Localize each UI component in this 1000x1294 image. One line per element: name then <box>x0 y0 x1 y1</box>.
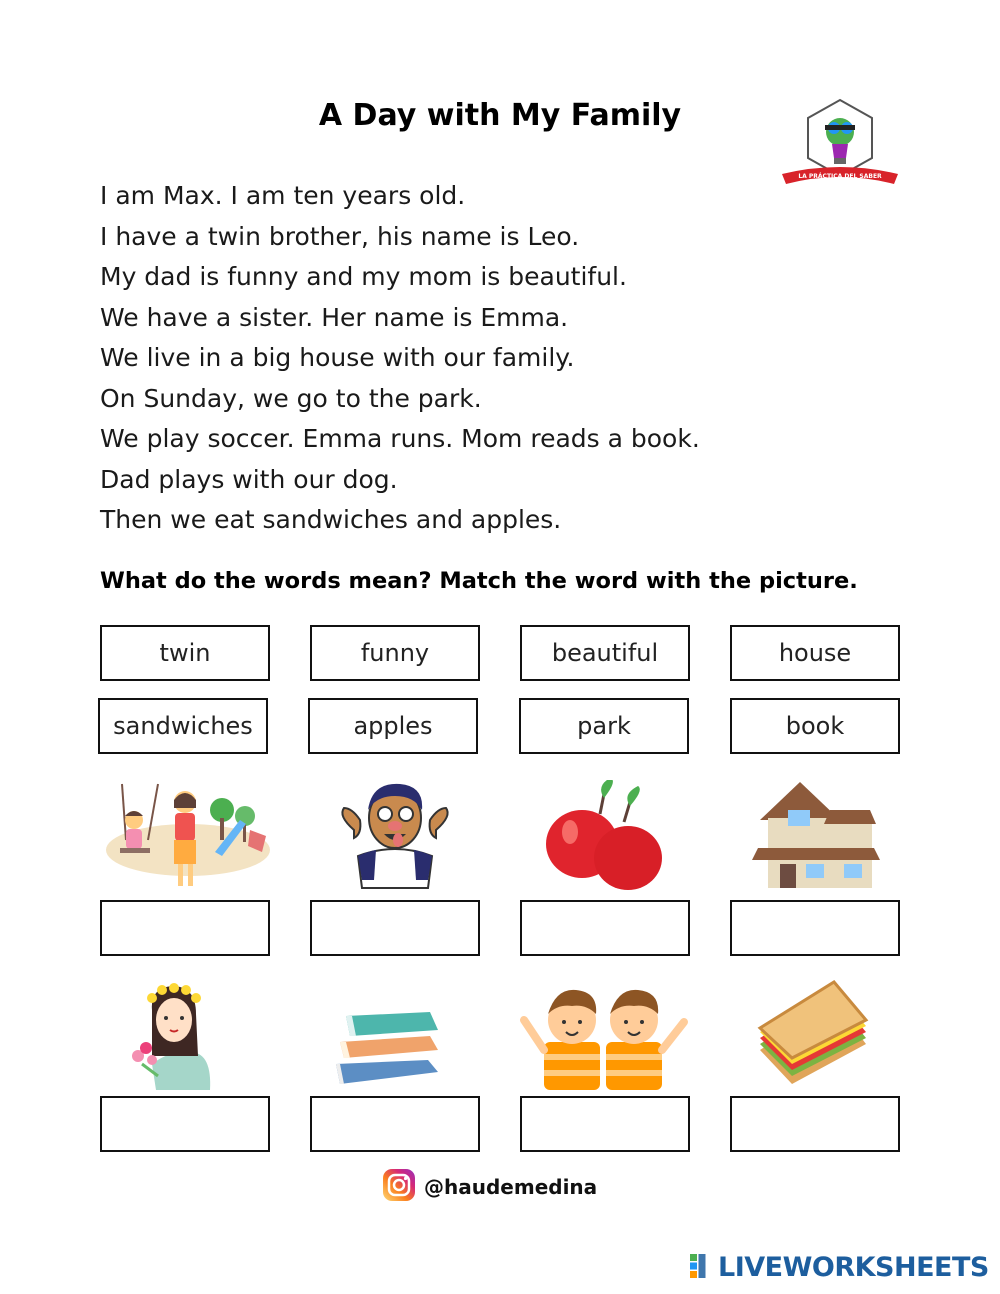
liveworksheets-icon <box>690 1254 714 1282</box>
answer-box[interactable] <box>730 1096 900 1152</box>
answer-box[interactable] <box>730 900 900 956</box>
story-line: We play soccer. Emma runs. Mom reads a book. <box>100 424 700 453</box>
funny-man-picture <box>310 780 480 892</box>
word-apples[interactable]: apples <box>308 698 478 754</box>
story-line: Then we eat sandwiches and apples. <box>100 505 562 534</box>
instagram-icon <box>382 1168 416 1206</box>
sandwich-picture <box>730 980 900 1092</box>
answer-box[interactable] <box>520 1096 690 1152</box>
books-picture <box>310 980 480 1092</box>
answer-box[interactable] <box>520 900 690 956</box>
story-line: Dad plays with our dog. <box>100 464 398 494</box>
story-line: My dad is funny and my mom is beautiful. <box>100 262 627 291</box>
answer-box[interactable] <box>100 1096 270 1152</box>
liveworksheets-logo <box>690 1252 989 1283</box>
story-line: We live in a big house with our family. <box>100 343 575 372</box>
twins-picture <box>520 980 690 1092</box>
answer-box[interactable] <box>100 900 270 956</box>
instruction-heading: What do the words mean? Match the word with the picture. <box>100 568 858 594</box>
park-picture <box>100 780 270 892</box>
word-book[interactable]: book <box>730 698 900 754</box>
word-funny[interactable]: funny <box>310 625 480 681</box>
story-text <box>100 176 700 541</box>
logo <box>778 98 902 194</box>
social-handle <box>382 1168 597 1206</box>
word-sandwiches[interactable]: sandwiches <box>98 698 268 754</box>
beautiful-woman-picture <box>100 980 270 1092</box>
word-park[interactable]: park <box>519 698 689 754</box>
apples-picture <box>520 780 690 892</box>
word-twin[interactable]: twin <box>100 625 270 681</box>
story-line: I am Max. I am ten years old. <box>100 181 466 210</box>
house-picture <box>730 780 900 892</box>
word-house[interactable]: house <box>730 625 900 681</box>
word-beautiful[interactable]: beautiful <box>520 625 690 681</box>
brand-name: LIVEWORKSHEETS <box>718 1252 989 1283</box>
svg-text:LA PRÁCTICA DEL SABER: LA PRÁCTICA DEL SABER <box>798 173 882 180</box>
story-line: We have a sister. Her name is Emma. <box>100 302 569 332</box>
page-title: A Day with My Family <box>318 98 682 133</box>
answer-box[interactable] <box>310 900 480 956</box>
answer-box[interactable] <box>310 1096 480 1152</box>
instagram-handle: @haudemedina <box>424 1175 598 1199</box>
story-line: I have a twin brother, his name is Leo. <box>100 221 580 251</box>
story-line: On Sunday, we go to the park. <box>100 383 482 413</box>
